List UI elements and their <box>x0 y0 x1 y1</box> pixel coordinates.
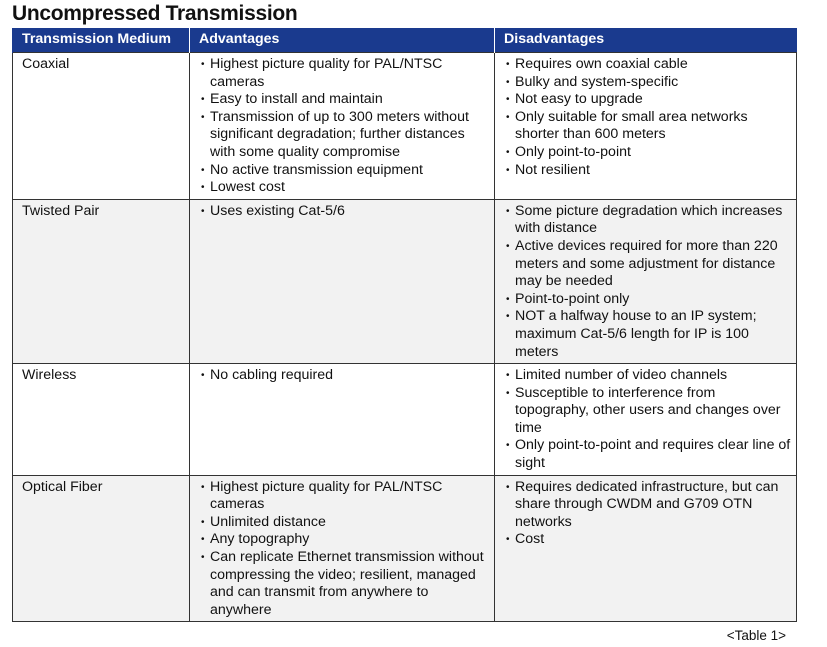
advantages-cell <box>190 475 495 622</box>
list-item: • Bulky and system-specific <box>508 74 792 92</box>
advantages-list <box>203 203 490 221</box>
list-item: • Transmission of up to 300 meters without significant degradation; further distances with some quality compromise <box>203 109 490 162</box>
list-item: • Only suitable for small area networks shorter than 600 meters <box>508 109 792 144</box>
disadvantages-list <box>508 203 792 361</box>
medium-cell: Optical Fiber <box>13 475 190 622</box>
column-header-disadvantages: Disadvantages <box>495 28 797 53</box>
list-item: • Cost <box>508 531 792 549</box>
list-item: • Requires dedicated infrastructure, but can share through CWDM and G709 OTN networks <box>508 479 792 532</box>
list-item: • Susceptible to interference from topography, other users and changes over time <box>508 385 792 438</box>
list-item: • Uses existing Cat-5/6 <box>203 203 490 221</box>
column-header-medium: Transmission Medium <box>13 28 190 53</box>
list-item: • Highest picture quality for PAL/NTSC cameras <box>203 479 490 514</box>
list-item: • Not easy to upgrade <box>508 91 792 109</box>
list-item: • Only point-to-point <box>508 144 792 162</box>
list-item: • No cabling required <box>203 367 490 385</box>
disadvantages-cell <box>495 53 797 200</box>
list-item: • Lowest cost <box>203 179 490 197</box>
table-caption: <Table 1> <box>726 628 786 643</box>
table-row-twisted-pair <box>13 199 797 363</box>
list-item: • Some picture degradation which increases with distance <box>508 203 792 238</box>
list-item: • Highest picture quality for PAL/NTSC cameras <box>203 56 490 91</box>
column-header-advantages: Advantages <box>190 28 495 53</box>
list-item: • Any topography <box>203 531 490 549</box>
advantages-cell <box>190 199 495 363</box>
list-item: • NOT a halfway house to an IP system; maximum Cat-5/6 length for IP is 100 meters <box>508 308 792 361</box>
disadvantages-list <box>508 367 792 473</box>
comparison-table <box>12 28 797 622</box>
list-item: • Easy to install and maintain <box>203 91 490 109</box>
list-item: • Not resilient <box>508 162 792 180</box>
table-row-wireless <box>13 364 797 476</box>
advantages-list <box>203 56 490 197</box>
advantages-list <box>203 367 490 385</box>
table-header-row <box>13 28 797 53</box>
list-item: • Only point-to-point and requires clear line of sight <box>508 437 792 472</box>
list-item: • Point-to-point only <box>508 291 792 309</box>
disadvantages-cell <box>495 475 797 622</box>
medium-cell: Twisted Pair <box>13 199 190 363</box>
disadvantages-cell <box>495 364 797 476</box>
advantages-list <box>203 479 490 620</box>
table-row-optical-fiber <box>13 475 797 622</box>
disadvantages-list <box>508 479 792 549</box>
advantages-cell <box>190 53 495 200</box>
disadvantages-cell <box>495 199 797 363</box>
list-item: • Limited number of video channels <box>508 367 792 385</box>
medium-cell: Coaxial <box>13 53 190 200</box>
list-item: • Unlimited distance <box>203 514 490 532</box>
disadvantages-list <box>508 56 792 179</box>
list-item: • No active transmission equipment <box>203 162 490 180</box>
list-item: • Active devices required for more than 220 meters and some adjustment for distance may be needed <box>508 238 792 291</box>
advantages-cell <box>190 364 495 476</box>
page-title: Uncompressed Transmission <box>12 2 298 25</box>
list-item: • Requires own coaxial cable <box>508 56 792 74</box>
table-row-coaxial <box>13 53 797 200</box>
list-item: • Can replicate Ethernet transmission without compressing the video; resilient, managed and can transmit from anywhere to anywhere <box>203 549 490 619</box>
medium-cell: Wireless <box>13 364 190 476</box>
